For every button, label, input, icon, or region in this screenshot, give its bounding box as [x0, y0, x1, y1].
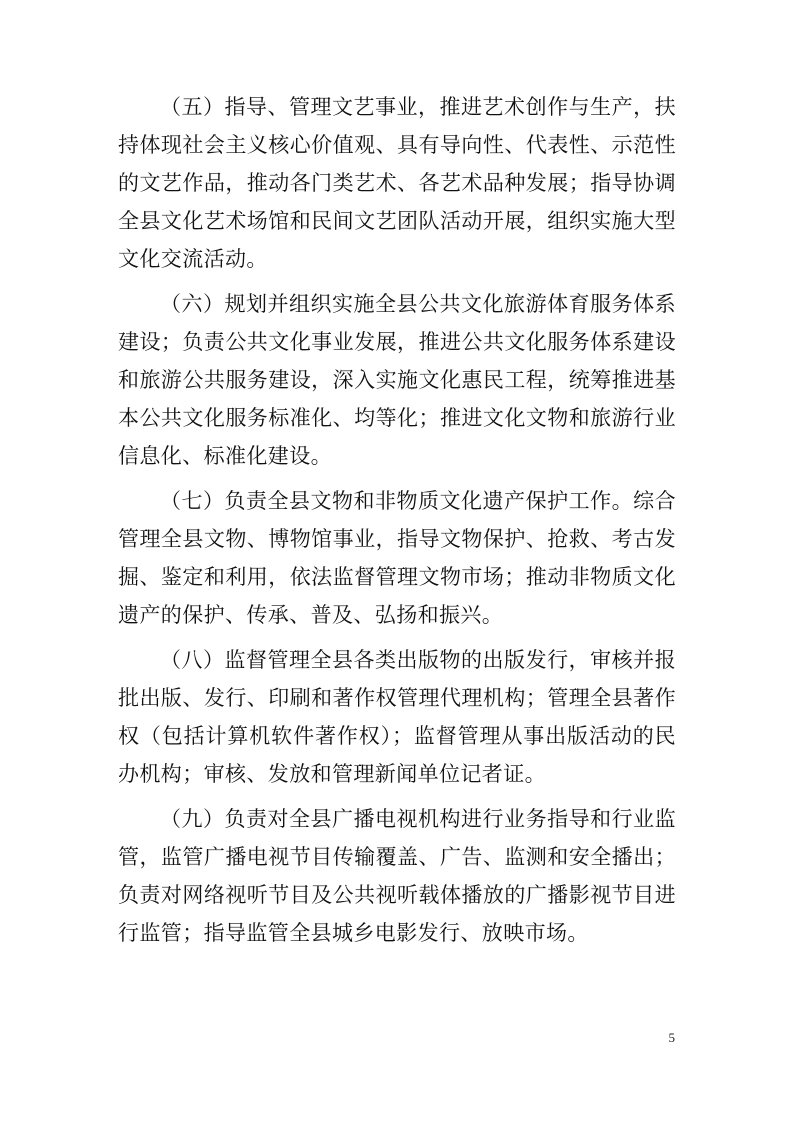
- paragraph-item-8: （八）监督管理全县各类出版物的出版发行，审核并报批出版、发行、印刷和著作权管理代理机构；管理全县著作权（包括计算机软件著作权）；监督管理从事出版活动的民办机构；审核、发放和管理新闻单位记者证。: [118, 648, 676, 786]
- paragraph-item-6: （六）规划并组织实施全县公共文化旅游体育服务体系建设；负责公共文化事业发展，推进公共文化服务体系建设和旅游公共服务建设，深入实施文化惠民工程，统筹推进基本公共文化服务标准化、均等化；推进文化文物和旅游行业信息化、标准化建设。: [118, 292, 676, 468]
- paragraph-item-9: （九）负责对全县广播电视机构进行业务指导和行业监管，监管广播电视节目传输覆盖、广告、监测和安全播出；负责对网络视听节目及公共视听载体播放的广播影视节目进行监管；指导监管全县城乡电影发行、放映市场。: [118, 807, 676, 945]
- paragraph-item-7: （七）负责全县文物和非物质文化遗产保护工作。综合管理全县文物、博物馆事业，指导文物保护、抢救、考古发掘、鉴定和利用，依法监督管理文物市场；推动非物质文化遗产的保护、传承、普及、弘扬和振兴。: [118, 489, 676, 627]
- page-number: 5: [668, 1030, 675, 1045]
- paragraph-item-5: （五）指导、管理文艺事业，推进艺术创作与生产，扶持体现社会主义核心价值观、具有导向性、代表性、示范性的文艺作品，推动各门类艺术、各艺术品种发展；指导协调全县文化艺术场馆和民间文艺团队活动开展，组织实施大型文化交流活动。: [118, 95, 676, 271]
- document-body: [118, 88, 676, 959]
